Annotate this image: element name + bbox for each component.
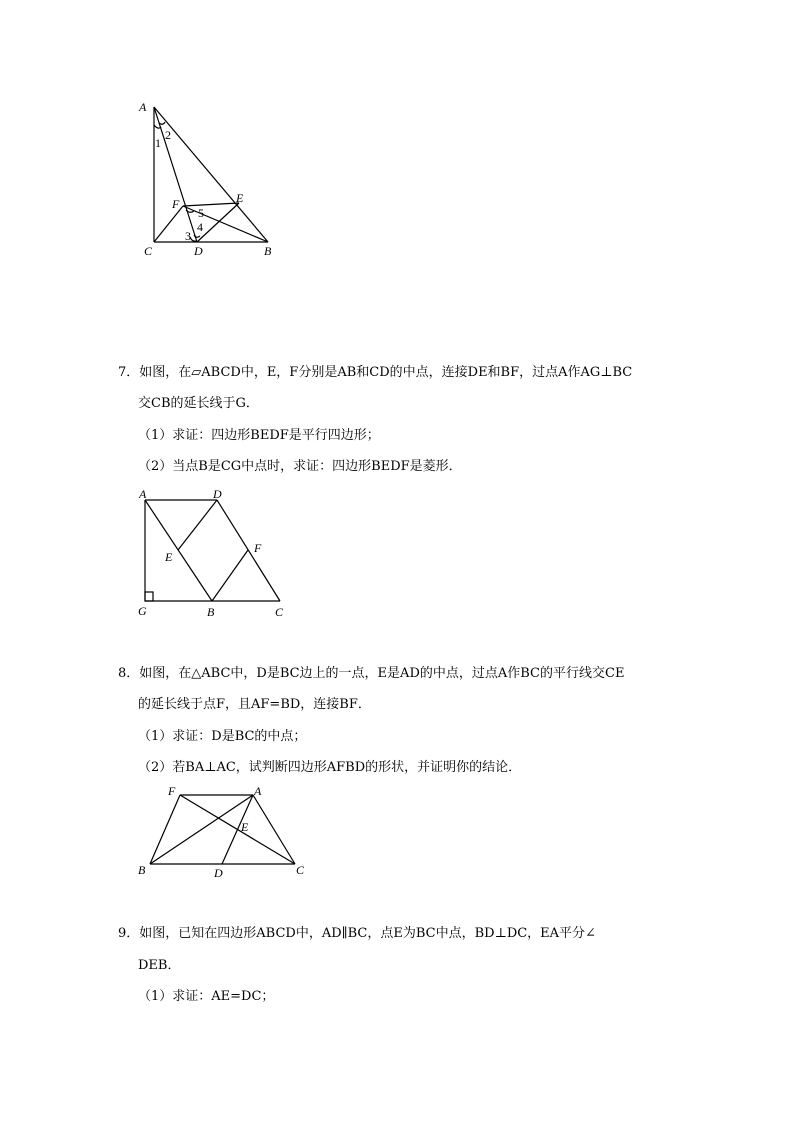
q8-label-F: F bbox=[168, 784, 176, 798]
angle-4: 4 bbox=[197, 220, 203, 234]
q8-line2: 的延长线于点F，且AF=BD，连接BF． bbox=[138, 697, 371, 712]
q9-line2: DEB． bbox=[138, 958, 181, 973]
figure-7 bbox=[130, 484, 300, 624]
label-E: E bbox=[236, 191, 244, 205]
label-D: D bbox=[194, 244, 203, 258]
q8-part1: （1）求证：D是BC的中点； bbox=[138, 729, 307, 744]
q8-label-B: B bbox=[138, 863, 146, 877]
q8-label-D: D bbox=[214, 866, 223, 880]
angle-5: 5 bbox=[198, 206, 204, 220]
q8-label-E: E bbox=[241, 820, 249, 834]
q8-label-A: A bbox=[254, 784, 262, 798]
q7-label-B: B bbox=[207, 605, 215, 619]
q7-part1: （1）求证：四边形BEDF是平行四边形； bbox=[138, 428, 380, 443]
q7-label-D: D bbox=[213, 487, 222, 501]
q7-label-E: E bbox=[165, 550, 173, 564]
q7-label-C: C bbox=[275, 605, 284, 619]
label-A: A bbox=[139, 100, 147, 114]
q8-part2: （2）若BA⊥AC，试判断四边形AFBD的形状，并证明你的结论． bbox=[138, 760, 522, 775]
q7-label-F: F bbox=[254, 541, 262, 555]
q7-part2: （2）当点B是CG中点时，求证：四边形BEDF是菱形． bbox=[138, 459, 462, 474]
q8-label-C: C bbox=[296, 863, 305, 877]
q7-line1: 7．如图，在▱ABCD中，E，F分别是AB和CD的中点，连接DE和BF，过点A作AG⊥BC bbox=[118, 365, 633, 380]
angle-2: 2 bbox=[165, 128, 171, 142]
q7-label-A: A bbox=[139, 487, 147, 501]
figure-6 bbox=[130, 95, 300, 265]
figure-8 bbox=[130, 780, 320, 885]
label-C: C bbox=[144, 244, 153, 258]
q9-part1: （1）求证：AE=DC； bbox=[138, 989, 275, 1004]
q7-label-G: G bbox=[138, 604, 147, 618]
q8-line1: 8．如图，在△ABC中，D是BC边上的一点，E是AD的中点，过点A作BC的平行线交CE bbox=[118, 666, 625, 681]
label-B: B bbox=[264, 244, 272, 258]
q9-line1: 9．如图，已知在四边形ABCD中，AD∥BC，点E为BC中点，BD⊥DC，EA平分∠ bbox=[118, 926, 596, 941]
angle-1: 1 bbox=[155, 136, 161, 150]
q7-line2: 交CB的延长线于G． bbox=[138, 396, 259, 411]
label-F: F bbox=[172, 197, 180, 211]
angle-3: 3 bbox=[185, 229, 191, 243]
